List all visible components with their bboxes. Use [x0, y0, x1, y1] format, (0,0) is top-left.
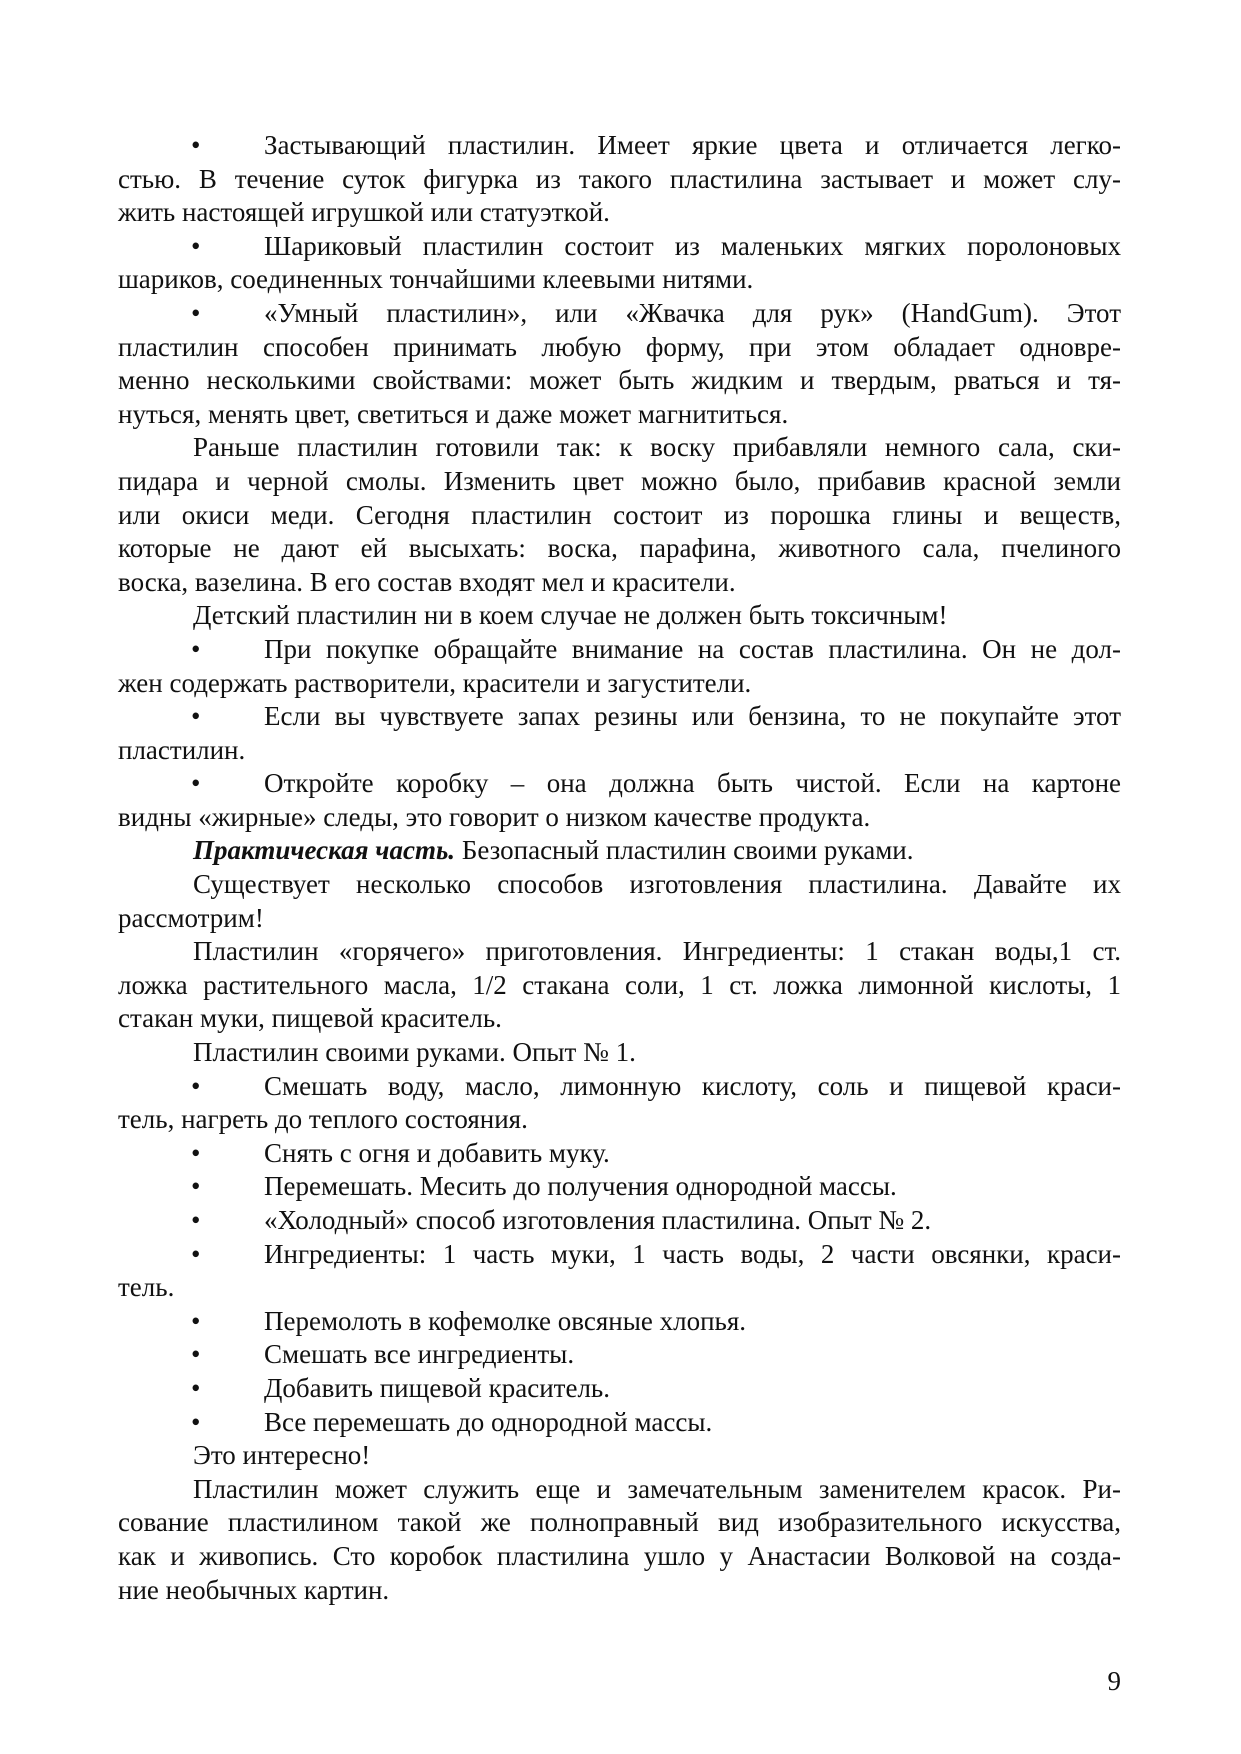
bullet-item	[118, 1238, 1121, 1272]
bullet-item	[118, 1204, 1121, 1238]
text-line: тель.	[118, 1272, 175, 1303]
bullet-marker: •	[191, 1372, 201, 1403]
bullet-item	[118, 700, 1121, 734]
bullet-item	[118, 129, 1121, 163]
heading-text: Безопасный пластилин своими руками.	[455, 835, 914, 866]
text-line: Пластилин своими руками. Опыт № 1.	[193, 1037, 636, 1068]
text-line: Шариковый пластилин состоит из маленьких мягких поролоновых	[264, 230, 1121, 261]
text-line: «Умный пластилин», или «Жвачка для рук» (HandGum). Этот	[264, 297, 1121, 328]
bullet-item	[118, 297, 1121, 331]
bullet-item	[118, 1305, 1121, 1339]
bullet-item	[118, 1372, 1121, 1406]
bullet-marker: •	[191, 1339, 201, 1370]
text-line: Пластилин «горячего» приготовления. Ингредиенты: 1 стакан воды,1 ст.	[193, 936, 1121, 967]
text-line: «Холодный» способ изготовления пластилина. Опыт № 2.	[264, 1205, 932, 1235]
text-line: Смешать воду, масло, лимонную кислоту, соль и пищевой краси-	[264, 1070, 1121, 1101]
text-line: Перемолоть в кофемолке овсяные хлопья.	[264, 1305, 747, 1336]
bullet-marker: •	[191, 297, 201, 328]
text-line: Существует несколько способов изготовления пластилина. Давайте их	[193, 869, 1121, 900]
bullet-marker: •	[191, 1305, 201, 1336]
bullet-item	[118, 1070, 1121, 1104]
text-line: Добавить пищевой краситель.	[264, 1372, 610, 1403]
bullet-marker: •	[191, 633, 201, 664]
page-number: 9	[1107, 1666, 1121, 1696]
text-line: Все перемешать до однородной массы.	[264, 1406, 713, 1437]
text-line: ние необычных картин.	[118, 1574, 390, 1605]
bullet-marker: •	[191, 1406, 201, 1437]
text-line: Откройте коробку – она должна быть чистой. Если на картоне	[264, 768, 1121, 799]
text-line: стью. В течение суток фигурка из такого пластилина застывает и может слу-	[118, 163, 1121, 194]
bullet-item	[118, 230, 1121, 264]
bullet-marker: •	[191, 130, 201, 160]
text-line: Раньше пластилин готовили так: к воску прибавляли немного сала, ски-	[193, 432, 1121, 463]
page-body	[118, 129, 1121, 1607]
bullet-item	[118, 633, 1121, 667]
bullet-marker: •	[191, 768, 201, 799]
text-line: ложка растительного масла, 1/2 стакана соли, 1 ст. ложка лимонной кислоты, 1	[118, 969, 1121, 1000]
text-line: менно несколькими свойствами: может быть жидким и твердым, рваться и тя-	[118, 365, 1121, 396]
bullet-item	[118, 1170, 1121, 1204]
text-line: рассмотрим!	[118, 902, 264, 933]
bullet-marker: •	[191, 1238, 201, 1269]
section-heading: Практическая часть.	[193, 835, 456, 866]
text-line: Если вы чувствуете запах резины или бензина, то не покупайте этот	[264, 701, 1121, 732]
bullet-item	[118, 1338, 1121, 1372]
text-line: Пластилин может служить еще и замечательным заменителем красок. Ри-	[193, 1473, 1121, 1504]
section-heading-line	[118, 834, 1121, 868]
text-line: пидара и черной смолы. Изменить цвет можно было, прибавив красной земли	[118, 465, 1121, 496]
text-line: пластилин способен принимать любую форму, при этом обладает одновре-	[118, 331, 1121, 362]
text-line: воска, вазелина. В его состав входят мел и красители.	[118, 566, 736, 597]
text-line: или окиси меди. Сегодня пластилин состоит из порошка глины и веществ,	[118, 499, 1121, 530]
bullet-marker: •	[191, 1070, 201, 1101]
text-line: видны «жирные» следы, это говорит о низком качестве продукта.	[118, 801, 871, 832]
text-line: сование пластилином такой же полноправный вид изобразительного искусства,	[118, 1507, 1121, 1538]
text-line: Застывающий пластилин. Имеет яркие цвета и отличается легко-	[264, 130, 1121, 160]
bullet-marker: •	[191, 701, 201, 732]
text-line: тель, нагреть до теплого состояния.	[118, 1104, 528, 1135]
text-line: жен содержать растворители, красители и загустители.	[118, 667, 752, 698]
text-line: нуться, менять цвет, светиться и даже может магнититься.	[118, 398, 789, 429]
bullet-marker: •	[191, 230, 201, 261]
text-line: которые не дают ей высыхать: воска, парафина, животного сала, пчелиного	[118, 533, 1121, 564]
bullet-marker: •	[191, 1205, 201, 1235]
text-line: Смешать все ингредиенты.	[264, 1339, 575, 1370]
text-line: Это интересно!	[193, 1440, 371, 1471]
text-line: Детский пластилин ни в коем случае не должен быть токсичным!	[193, 600, 948, 631]
text-line: стакан муки, пищевой краситель.	[118, 1003, 502, 1034]
text-line: жить настоящей игрушкой или статуэткой.	[118, 197, 610, 228]
text-line: шариков, соединенных тончайшими клеевыми нитями.	[118, 264, 754, 295]
text-line: как и живопись. Сто коробок пластилина ушло у Анастасии Волковой на созда-	[118, 1540, 1121, 1571]
text-line: пластилин.	[118, 734, 246, 765]
text-line: Перемешать. Месить до получения однородной массы.	[264, 1171, 897, 1202]
text-line: Снять с огня и добавить муку.	[264, 1137, 610, 1168]
bullet-item	[118, 1406, 1121, 1440]
text-line: Ингредиенты: 1 часть муки, 1 часть воды, 2 части овсянки, краси-	[264, 1238, 1121, 1269]
bullet-marker: •	[191, 1137, 201, 1168]
bullet-marker: •	[191, 1171, 201, 1202]
bullet-item	[118, 1137, 1121, 1171]
text-line: При покупке обращайте внимание на состав пластилина. Он не дол-	[264, 633, 1121, 664]
bullet-item	[118, 767, 1121, 801]
